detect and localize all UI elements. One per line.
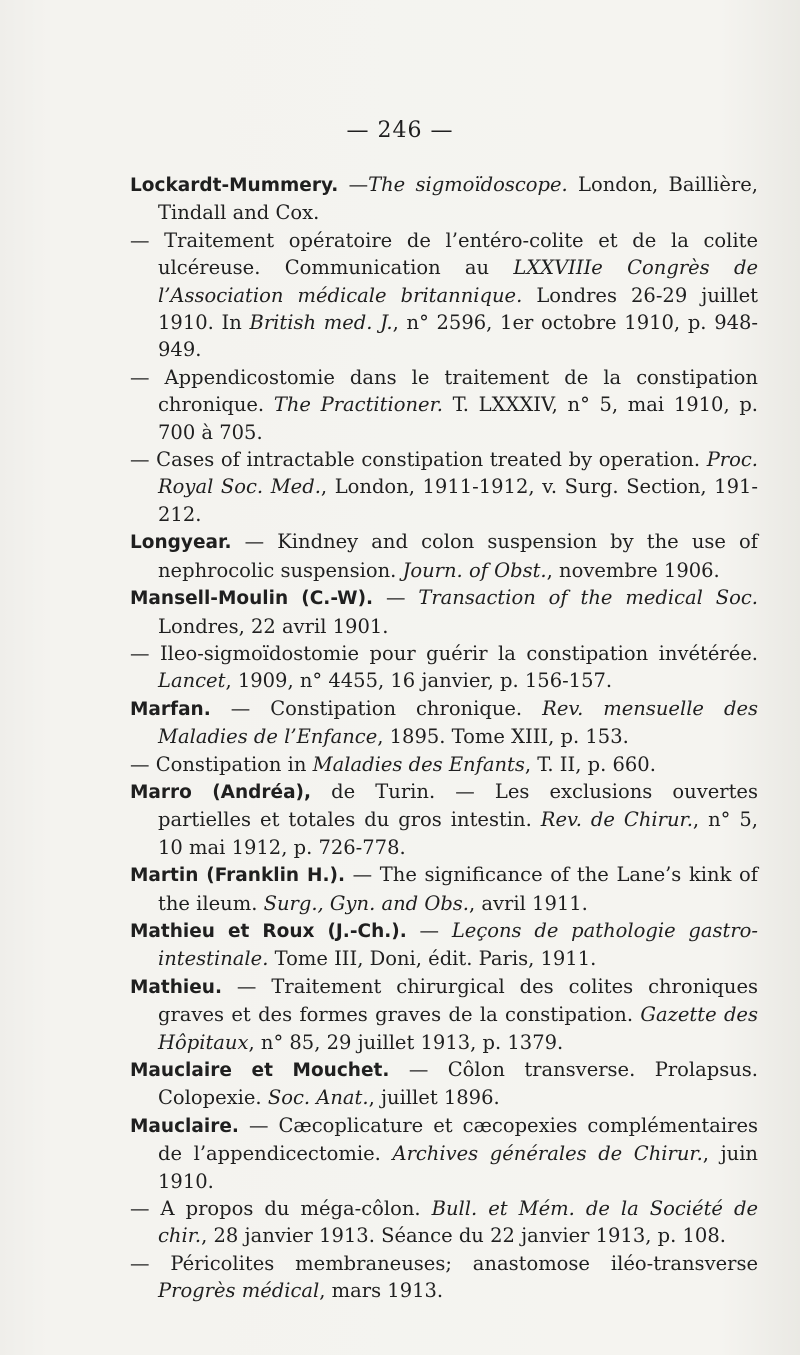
entry-text: , novembre 1906. xyxy=(546,558,720,582)
entry-text: — Traitement chirurgical des colites chroniques graves et des formes graves de la constipation. xyxy=(158,974,758,1027)
entry-text: , n° 85, 29 juillet 1913, p. 1379. xyxy=(248,1030,564,1054)
entry-source-title: The Practitioner. xyxy=(273,393,443,417)
bibliography-entry xyxy=(130,528,758,584)
entry-text: — Kindney and colon suspension by the use of nephrocolic suspension. xyxy=(158,530,758,582)
entry-source-title: British med. J. xyxy=(249,311,393,335)
bibliography-entry xyxy=(130,1195,758,1250)
entry-source-title: Lancet xyxy=(158,669,226,693)
entry-text: — Constipation chronique. xyxy=(210,696,543,720)
bibliography-entry xyxy=(130,227,758,364)
entry-text: — Traitement opératoire de l’entéro-colite et de la colite ulcéreuse. Communication au xyxy=(130,228,758,280)
entry-source-title: Progrès médical xyxy=(158,1279,320,1303)
entry-text: , 1895. Tome XIII, p. 153. xyxy=(377,725,629,749)
entry-author: Mathieu et Roux (J.-Ch.). xyxy=(130,920,407,942)
entry-author: Mansell-Moulin (C.-W). xyxy=(130,588,374,610)
bibliography-entry xyxy=(130,778,758,861)
bibliography-entry xyxy=(130,1112,758,1195)
entry-source-title: Archives générales de Chirur. xyxy=(392,1142,703,1166)
entry-text: , T. II, p. 660. xyxy=(524,752,656,776)
entry-source-title: Transaction of the medical Soc. xyxy=(418,586,758,610)
entry-text: — Péricolites membraneuses; anastomose iléo-transverse xyxy=(130,1251,758,1275)
bibliography-entry xyxy=(130,861,758,917)
entry-text: Tome III, Doni, édit. Paris, 1911. xyxy=(268,947,597,971)
entry-author: Mauclaire et Mouchet. xyxy=(130,1060,390,1081)
entry-text: , n° 2596, 1er octobre 1910, p. 948-949. xyxy=(158,311,758,362)
entry-text: — A propos du méga-côlon. xyxy=(130,1197,432,1221)
bibliography-entry xyxy=(130,695,758,751)
entry-text: London, Baillière, Tindall and Cox. xyxy=(158,173,758,225)
entry-text: , avril 1911. xyxy=(469,891,588,915)
entry-source-title: Leçons de pathologie gastro-intestinale. xyxy=(158,918,758,971)
entry-author: Marro (Andréa), xyxy=(130,781,312,803)
entry-source-title: LXXVIIIe Congrès de l’Association médicale britannique. xyxy=(158,256,759,307)
entry-author: Marfan. xyxy=(130,698,211,720)
bibliography-entry xyxy=(130,973,758,1056)
page-number: — 246 — xyxy=(346,118,454,143)
entry-author: Mauclaire. xyxy=(130,1115,239,1137)
entry-text: — xyxy=(406,918,452,942)
entry-source-title: Surg., Gyn. and Obs. xyxy=(263,891,470,915)
entry-text: T. LXXXIV, n° 5, mai 1910, p. 700 à 705. xyxy=(158,393,759,444)
bibliography-entry xyxy=(130,1250,758,1305)
entry-source-title: Rev. de Chirur. xyxy=(540,808,693,832)
entry-author: Mathieu. xyxy=(130,976,222,998)
entry-text: Londres 26-29 juillet 1910. In xyxy=(158,283,758,335)
bibliography-entry xyxy=(130,751,758,778)
entry-text: — xyxy=(338,173,369,196)
entry-text: , juin 1910. xyxy=(158,1142,758,1193)
entry-source-title: Maladies des Enfants xyxy=(312,752,525,776)
entry-text: , 28 janvier 1913. Séance du 22 janvier 1913, p. 108. xyxy=(201,1224,726,1248)
entry-source-title: Gazette des Hôpitaux xyxy=(158,1003,758,1054)
entry-source-title: Soc. Anat. xyxy=(267,1086,369,1110)
entry-source-title: Rev. mensuelle des Maladies de l’Enfance xyxy=(158,696,758,749)
entry-text: , mars 1913. xyxy=(319,1279,444,1303)
entry-text: — Constipation in xyxy=(130,752,313,776)
entry-author: Longyear. xyxy=(130,532,232,554)
entry-source-title: Journ. of Obst. xyxy=(402,558,547,582)
bibliography-entry xyxy=(130,1056,758,1112)
bibliography-entry xyxy=(130,640,758,695)
entry-text: — Côlon transverse. Prolapsus. Colopexie. xyxy=(158,1058,759,1110)
entry-text: — The significance of the Lane’s kink of the ileum. xyxy=(158,863,758,915)
entry-author: Lockardt-Mummery. xyxy=(130,175,339,196)
entry-text: — Cases of intractable constipation treated by operation. xyxy=(130,448,707,472)
entry-text: — Cæcoplicature et cæcopexies complémentaires de l’appendicectomie. xyxy=(158,1113,758,1166)
bibliography-entry xyxy=(130,171,758,227)
bibliography-list xyxy=(130,171,758,1305)
entry-text: — Appendicostomie dans le traitement de la constipation chronique. xyxy=(130,365,758,417)
entry-text: , n° 5, 10 mai 1912, p. 726-778. xyxy=(158,808,758,859)
entry-text: Londres, 22 avril 1901. xyxy=(158,614,389,638)
bibliography-entry xyxy=(130,917,758,973)
entry-text: — xyxy=(373,586,419,610)
bibliography-entry xyxy=(130,584,758,640)
entry-text: de Turin. — Les exclusions ouvertes partielles et totales du gros intestin. xyxy=(158,779,758,832)
entry-text: — Ileo-sigmoïdostomie pour guérir la constipation invétérée. xyxy=(130,641,758,665)
bibliography-entry xyxy=(130,364,758,446)
entry-source-title: Proc. Royal Soc. Med. xyxy=(158,448,758,499)
entry-source-title: Bull. et Mém. de la Société de chir. xyxy=(158,1197,758,1248)
entry-source-title: The sigmoïdoscope. xyxy=(368,173,568,196)
bibliography-entry xyxy=(130,446,758,528)
entry-text: , juillet 1896. xyxy=(368,1086,500,1110)
entry-text: , London, 1911-1912, v. Surg. Section, 191-212. xyxy=(158,475,758,526)
entry-text: , 1909, n° 4455, 16 janvier, p. 156-157. xyxy=(225,669,613,693)
entry-author: Martin (Franklin H.). xyxy=(130,865,345,887)
